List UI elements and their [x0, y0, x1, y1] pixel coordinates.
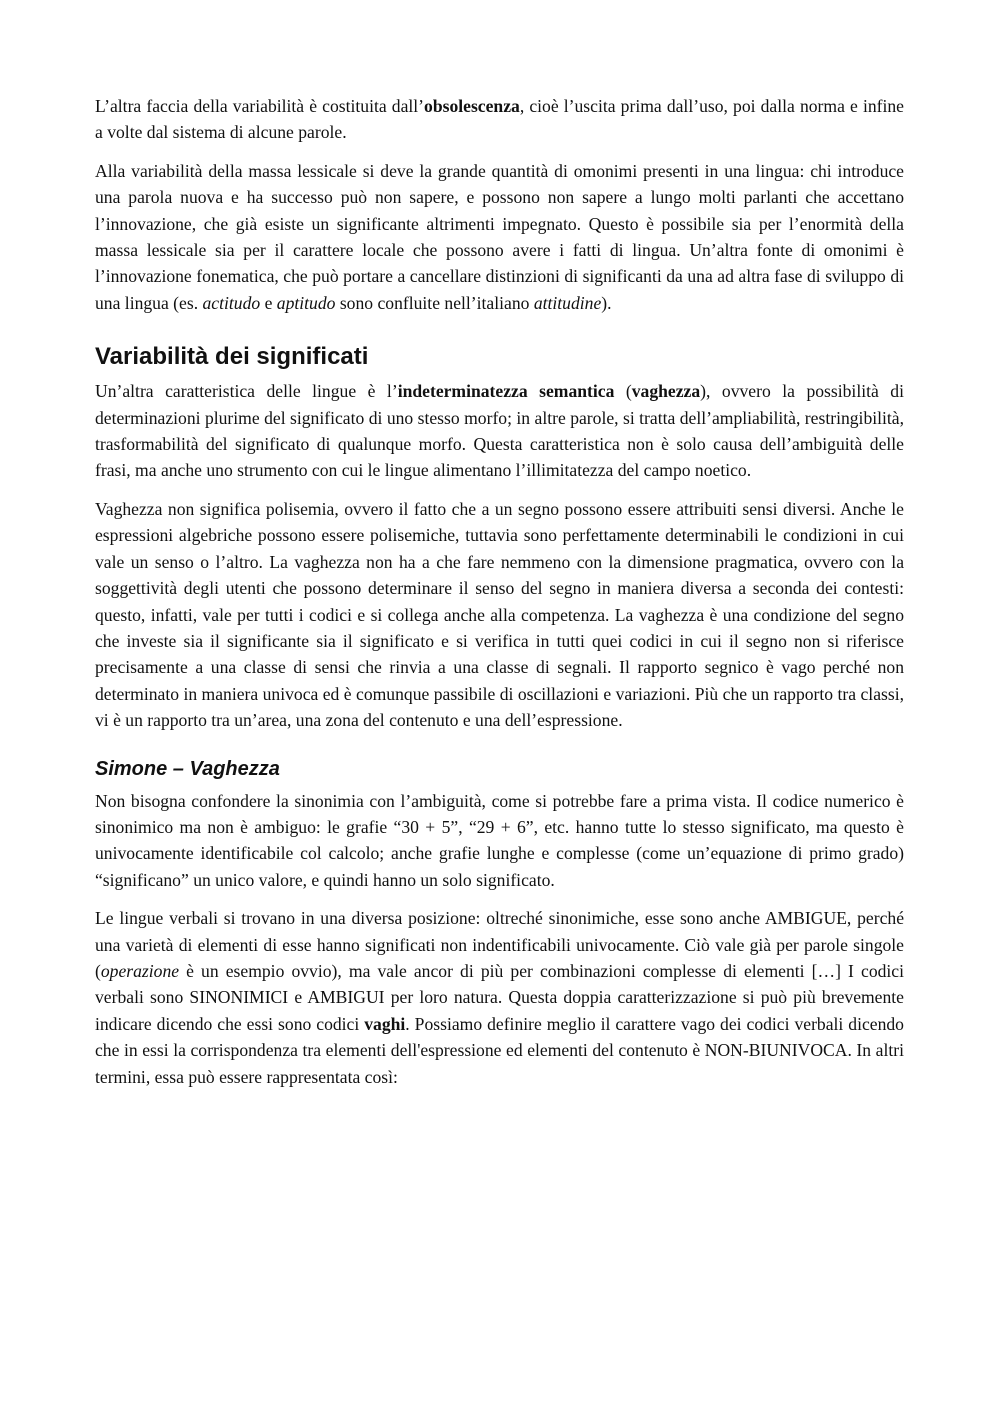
text-run: e — [260, 292, 277, 313]
text-run: ), ovvero la possibilità di determinazioni plurime del significato di uno stesso morfo; in altre parole, si tratta dell’ampliabilità, restringibilità, trasformabilità del significato di qualunque morfo. Questa caratteristica non è solo causa dell’ambiguità delle frasi, ma anche uno strumento con cui le lingue alimentano l’illimitatezza del campo noetico. — [95, 381, 904, 481]
text-run: . Possiamo definire meglio il carattere vago dei codici verbali dicendo che in essi la corrispondenza tra elementi dell'espressione ed elementi del contenuto è NON-BIUNIVOCA. In altri termini, essa può essere rappresentata così: — [95, 1013, 904, 1087]
italic-term-actitudo: actitudo — [202, 292, 261, 313]
text-run: è un esempio ovvio), ma vale ancor di più per combinazioni complesse di elementi […] I codici verbali sono SINONIMICI e AMBIGUI per loro natura. Questa doppia caratterizzazione si può più brevemente indicare dicendo che essi sono codici — [95, 960, 904, 1034]
paragraph-polisemia: Vaghezza non significa polisemia, ovvero il fatto che a un segno possono essere attribuiti sensi diversi. Anche le espressioni algebriche possono essere polisemiche, tuttavia sono perfettamente determinabili le condizioni in cui vale un senso o l’altro. La vaghezza non ha a che fare nemmeno con la dimensione pragmatica, ovvero con la soggettività degli utenti che possono determinare il senso del segno in maniera diversa a seconda dei contesti: questo, infatti, vale per tutti i codici e si collega anche alla competenza. La vaghezza è una condizione del segno che investe sia il significante sia il significato e si verifica in tutti quei codici in cui il segno non si riferisce precisamente a una classe di sensi che rinvia a una classe di segnali. Il rapporto segnico è vago perché non determinato in maniera univoca ed è comunque passibile di oscillazioni e variazioni. Più che un rapporto tra classi, vi è un rapporto tra un’area, una zona del contenuto e una dell’espressione. — [95, 498, 904, 731]
text-run: L’altra faccia della variabilità è costituita dall’ — [95, 96, 425, 116]
bold-term-vaghi: vaghi — [364, 1013, 406, 1034]
italic-term-operazione: operazione — [100, 960, 180, 981]
document-page — [95, 93, 904, 1102]
text-run: sono confluite nell’italiano — [335, 292, 534, 313]
paragraph-obsolescenza — [95, 93, 904, 146]
text-run: Le lingue verbali si trovano in una diversa posizione: oltreché sinonimiche, esse sono anche AMBIGUE, perché una varietà di elementi di esse hanno significati non indentificabili univocamente. Ciò vale già per parole singole ( — [95, 908, 904, 981]
text-run: ). — [601, 292, 612, 313]
subsection-heading-simone: Simone – Vaghezza — [95, 757, 280, 780]
paragraph-sinonimia: Non bisogna confondere la sinonimia con l’ambiguità, come si potrebbe fare a prima vista. Il codice numerico è sinonimico ma non è ambiguo: le grafie “30 + 5”, “29 + 6”, etc. hanno tutte lo stesso significato, ma questo è univocamente identificabile col calcolo; anche grafie lunghe e complesse (come un’equazione di primo grado) “significano” un unico valore, e quindi hanno un solo significato. — [95, 790, 904, 890]
bold-term-obsolescenza: obsolescenza — [424, 96, 520, 116]
paragraph-omonimi — [95, 158, 904, 316]
text-run: Alla variabilità della massa lessicale si deve la grande quantità di omonimi presenti in una lingua: chi introduce una parola nuova e ha successo può non sapere, e possono non sapere a lungo molti parlanti che accettano l’innovazione, che già esiste un significante altrimenti impegnato. Questo è possibile sia per l’enormità della massa lessicale sia per il carattere locale che possono avere i fatti di lingua. Un’altra fonte di omonimi è l’innovazione fonematica, che può portare a cancellare distinzioni di significanti da una ad altra fase di sviluppo di una lingua (es. — [95, 160, 904, 313]
italic-term-attitudine: attitudine — [533, 292, 602, 313]
paragraph-lingue-verbali — [95, 905, 904, 1090]
section-heading-variabilita: Variabilità dei significati — [95, 343, 369, 371]
italic-term-aptitudo: aptitudo — [276, 292, 336, 313]
paragraph-indeterminatezza — [95, 378, 904, 484]
bold-term-indeterminatezza: indeterminatezza semantica — [397, 381, 615, 402]
text-run: , cioè l’uscita prima dall’uso, poi dalla norma e infine a volte dal sistema di alcune parole. — [95, 96, 904, 143]
bold-term-vaghezza: vaghezza — [631, 381, 701, 402]
text-run: Un’altra caratteristica delle lingue è l’ — [95, 381, 398, 402]
text-run: ( — [614, 381, 632, 402]
